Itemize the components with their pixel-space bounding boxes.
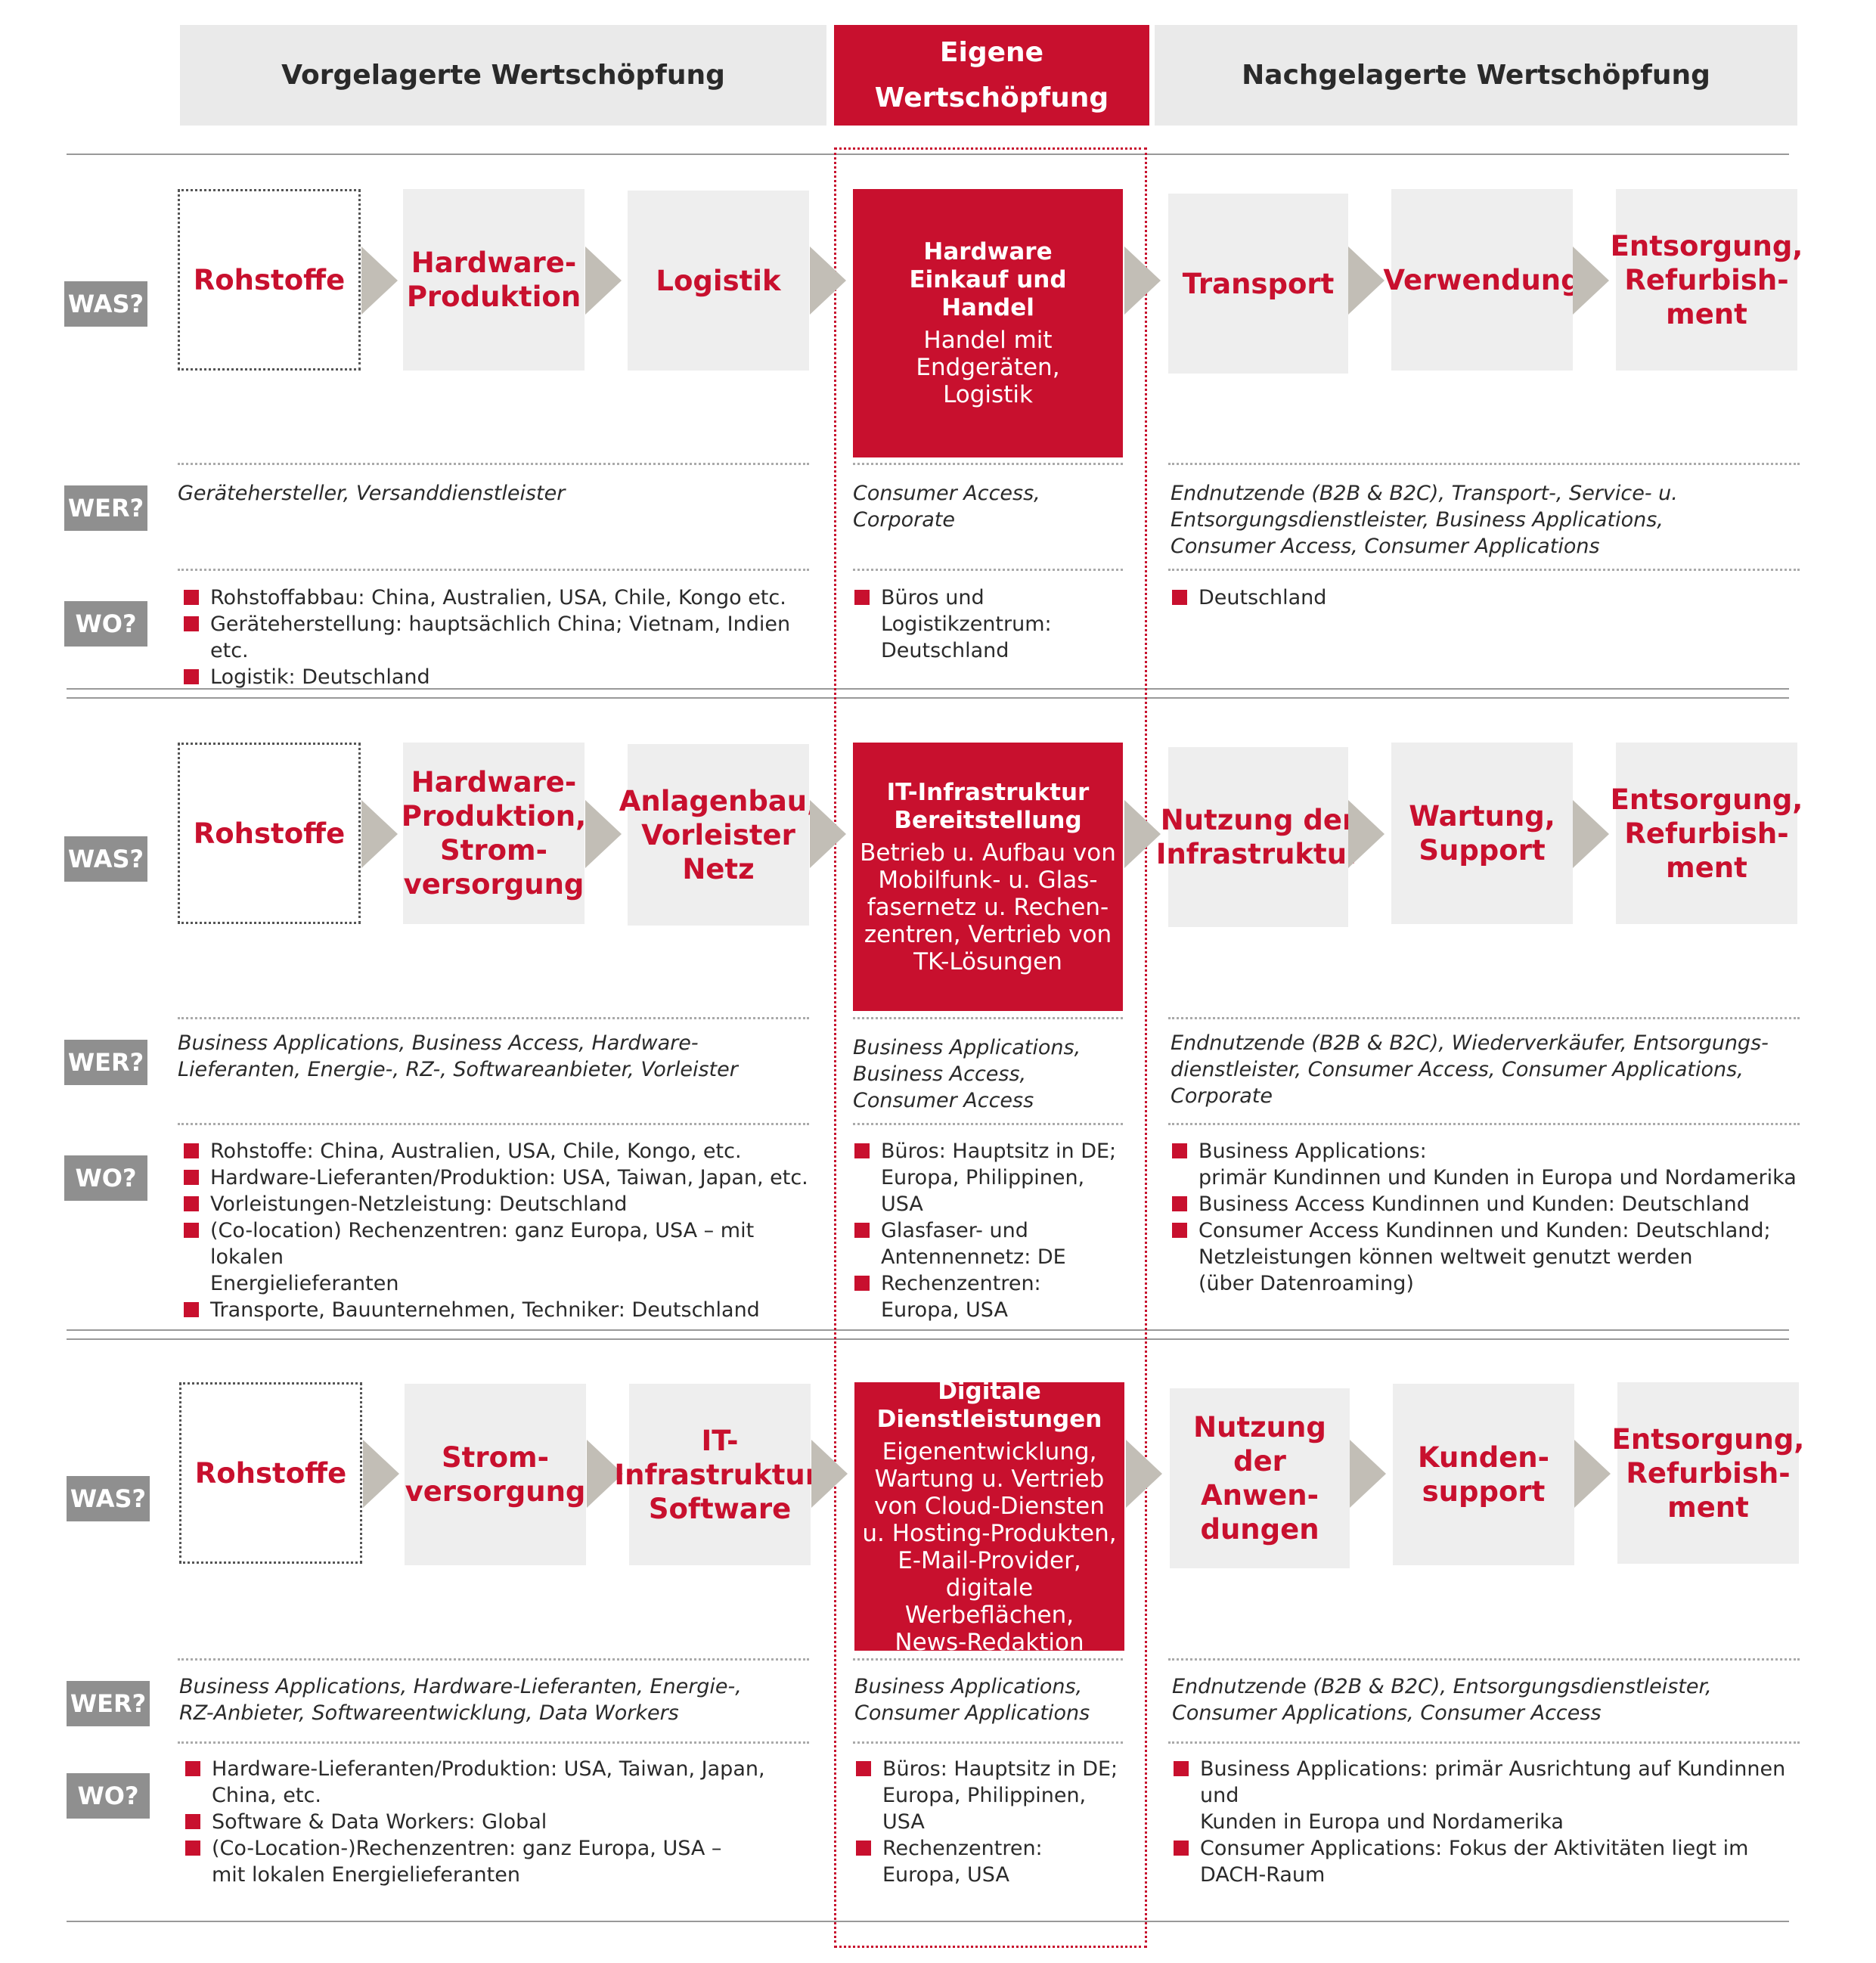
wo-upstream [185,1756,820,1888]
wo-upstream [184,585,811,690]
step-box [1611,1382,1805,1564]
wer-own: Business Applications, Business Access, Consumer Access [853,1036,1081,1112]
wer-upstream: Business Applications, Hardware-Lieferanten, Energie-, RZ-Anbieter, Softwareentwicklung, Data Workers [179,1675,742,1725]
arrow-icon [1574,1440,1611,1508]
wo-downstream [1174,1756,1801,1888]
step-box [1383,189,1581,371]
row-separator [178,1658,809,1661]
wo-item: Büros und Logistikzentrum: Deutschland [854,585,1127,664]
row-separator [1168,1017,1800,1019]
wo-item: Hardware-Lieferanten/Produktion: USA, Taiwan, Japan, etc. [184,1164,819,1191]
label-wo: WO? [67,1773,150,1819]
own-step-box [853,189,1123,457]
own-step-box [853,743,1123,1011]
arrow-icon [585,800,622,868]
arrow-icon [1126,1440,1162,1508]
arrow-icon [1350,1440,1386,1508]
header-downstream-label: Nachgelagerte Wertschöpfung [1242,60,1710,91]
step-label: Transport [1182,267,1335,300]
arrow-icon [1348,247,1385,315]
row-separator [1168,1741,1800,1744]
step-label: Hardware- Produktion [406,247,581,313]
wo-item: Rohstoffabbau: China, Australien, USA, Chile, Kongo etc. [184,585,811,611]
step-box [1155,747,1361,927]
step-box [403,189,585,371]
step-box [1170,1388,1350,1568]
wo-downstream [1172,585,1800,611]
row-separator [1168,463,1800,465]
wo-item: (Co-location) Rechenzentren: ganz Europa, USA – mit lokalen Energielieferanten [184,1217,819,1297]
own-step-text: Eigenentwicklung, Wartung u. Vertrieb von Cloud-Diensten u. Hosting-Produkten, E-Mail-Provider, digitale Werbeflächen, News-Redaktion [862,1437,1117,1656]
label-was: WAS? [67,1476,150,1521]
wer-own: Consumer Access, Corporate [853,482,1040,532]
wo-own [854,585,1127,664]
step-box [628,191,809,371]
step-label: Verwendung [1383,263,1581,296]
row-separator [178,1741,809,1744]
step-label: Entsorgung, Refurbish- ment [1610,229,1803,330]
step-box [1393,1384,1574,1565]
arrow-icon [1124,247,1161,315]
label-wer: WER? [64,1040,147,1085]
wo-item: Business Applications: primär Kundinnen und Kunden in Europa und Nordamerika [1172,1138,1800,1191]
wo-item: Hardware-Lieferanten/Produktion: USA, Taiwan, Japan, China, etc. [185,1756,820,1809]
step-box [405,1384,586,1565]
wo-item: Business Access Kundinnen und Kunden: Deutschland [1172,1191,1800,1217]
step-box [1610,743,1803,924]
arrow-icon [361,247,398,315]
step-label: Entsorgung, Refurbish- ment [1611,1422,1805,1524]
arrow-icon [1348,800,1385,868]
wo-item: (Co-Location-)Rechenzentren: ganz Europa, USA – mit lokalen Energielieferanten [185,1835,820,1888]
row-separator [178,463,809,465]
step-label: Strom- versorgung [405,1441,586,1508]
own-step-text: Betrieb u. Aufbau von Mobilfunk- u. Glas- fasernetz u. Rechen- zentren, Vertrieb von TK-Lösungen [860,839,1116,975]
row-separator [178,569,809,571]
label-was: WAS? [64,281,147,327]
step-box [619,744,818,926]
own-step-title: Digitale Dienstleistungen [876,1377,1102,1433]
arrow-icon [810,247,846,315]
wo-own [854,1138,1127,1323]
label-was: WAS? [64,836,147,882]
wo-item: Software & Data Workers: Global [185,1809,820,1835]
step-label: Logistik [656,264,781,297]
step-label: Nutzung der Anwen- dungen [1193,1411,1326,1546]
row-separator [1168,1123,1800,1125]
step-box [179,1382,362,1564]
own-step-text: Handel mit Endgeräten, Logistik [916,327,1060,408]
own-step-box [854,1377,1124,1656]
wo-item: Büros: Hauptsitz in DE; Europa, Philippinen, USA [854,1138,1127,1217]
header-own-line2: Wertschöpfung [874,82,1109,113]
wer-upstream: Business Applications, Business Access, Hardware- Lieferanten, Energie-, RZ-, Softwareanbieter, Vorleister [178,1031,738,1081]
step-box [178,743,361,924]
own-step-title: IT-Infrastruktur Bereitstellung [886,778,1090,834]
wo-own [856,1756,1128,1888]
wo-upstream [184,1138,819,1323]
step-label: Rohstoffe [193,817,346,850]
step-box [614,1384,826,1565]
wer-downstream: Endnutzende (B2B & B2C), Wiederverkäufer, Entsorgungs- dienstleister, Consumer Access, Consumer Applications, Corporate [1171,1031,1769,1108]
row-separator [178,1123,809,1125]
arrow-icon [363,1440,399,1508]
header-own-line1: Eigene [939,36,1044,68]
arrow-icon [361,800,398,868]
wo-downstream [1172,1138,1800,1297]
label-wer: WER? [67,1681,150,1726]
step-label: Hardware- Produktion, Strom- versorgung [401,766,587,901]
label-wo: WO? [64,601,147,647]
wo-item: Logistik: Deutschland [184,664,811,690]
step-label: IT- Infrastruktur, Software [614,1424,826,1525]
arrow-icon [585,247,622,315]
step-label: Wartung, Support [1409,800,1555,867]
wo-item: Deutschland [1172,585,1800,611]
wer-downstream: Endnutzende (B2B & B2C), Entsorgungsdienstleister, Consumer Applications, Consumer Access [1172,1675,1712,1725]
label-wo: WO? [64,1155,147,1201]
step-box [1610,189,1803,371]
arrow-icon [811,1440,848,1508]
wo-item: Glasfaser- und Antennennetz: DE [854,1217,1127,1270]
step-box [403,743,585,924]
header-downstream [1155,25,1797,126]
wo-item: Büros: Hauptsitz in DE; Europa, Philippinen, USA [856,1756,1128,1835]
row-separator [1168,1658,1800,1661]
wo-item: Rechenzentren: Europa, USA [856,1835,1128,1888]
step-label: Entsorgung, Refurbish- ment [1610,783,1803,884]
header-upstream [180,25,826,126]
header-own [834,25,1149,126]
step-label: Rohstoffe [194,1456,347,1490]
wo-item: Rechenzentren: Europa, USA [854,1270,1127,1323]
arrow-icon [1573,800,1609,868]
wer-own: Business Applications, Consumer Applications [854,1675,1090,1725]
step-box [178,189,361,371]
step-box [1391,743,1573,924]
step-label: Nutzung der Infrastruktur [1155,804,1361,870]
step-box [1168,194,1348,374]
wo-item: Vorleistungen-Netzleistung: Deutschland [184,1191,819,1217]
header-upstream-label: Vorgelagerte Wertschöpfung [281,60,725,91]
row-separator [1168,569,1800,571]
own-step-title: Hardware Einkauf und Handel [909,238,1067,321]
wo-item: Transporte, Bauunternehmen, Techniker: Deutschland [184,1297,819,1323]
arrow-icon [1573,247,1609,315]
row-separator [178,1017,809,1019]
wo-item: Consumer Access Kundinnen und Kunden: Deutschland; Netzleistungen können weltweit genutzt werden (über Datenroaming) [1172,1217,1800,1297]
wo-item: Rohstoffe: China, Australien, USA, Chile, Kongo, etc. [184,1138,819,1164]
wer-downstream: Endnutzende (B2B & B2C), Transport-, Service- u. Entsorgungsdienstleister, Business Applications, Consumer Access, Consumer Applications [1171,482,1678,558]
step-label: Kunden- support [1418,1441,1549,1508]
step-label: Anlagenbau, Vorleister Netz [619,784,818,885]
wo-item: Business Applications: primär Ausrichtung auf Kundinnen und Kunden in Europa und Nordamerika [1174,1756,1801,1835]
wer-upstream: Gerätehersteller, Versanddienstleister [178,482,566,505]
label-wer: WER? [64,485,147,531]
step-label: Rohstoffe [193,263,346,296]
wo-item: Consumer Applications: Fokus der Aktivitäten liegt im DACH-Raum [1174,1835,1801,1888]
arrow-icon [810,800,846,868]
wo-item: Geräteherstellung: hauptsächlich China; Vietnam, Indien etc. [184,611,811,664]
